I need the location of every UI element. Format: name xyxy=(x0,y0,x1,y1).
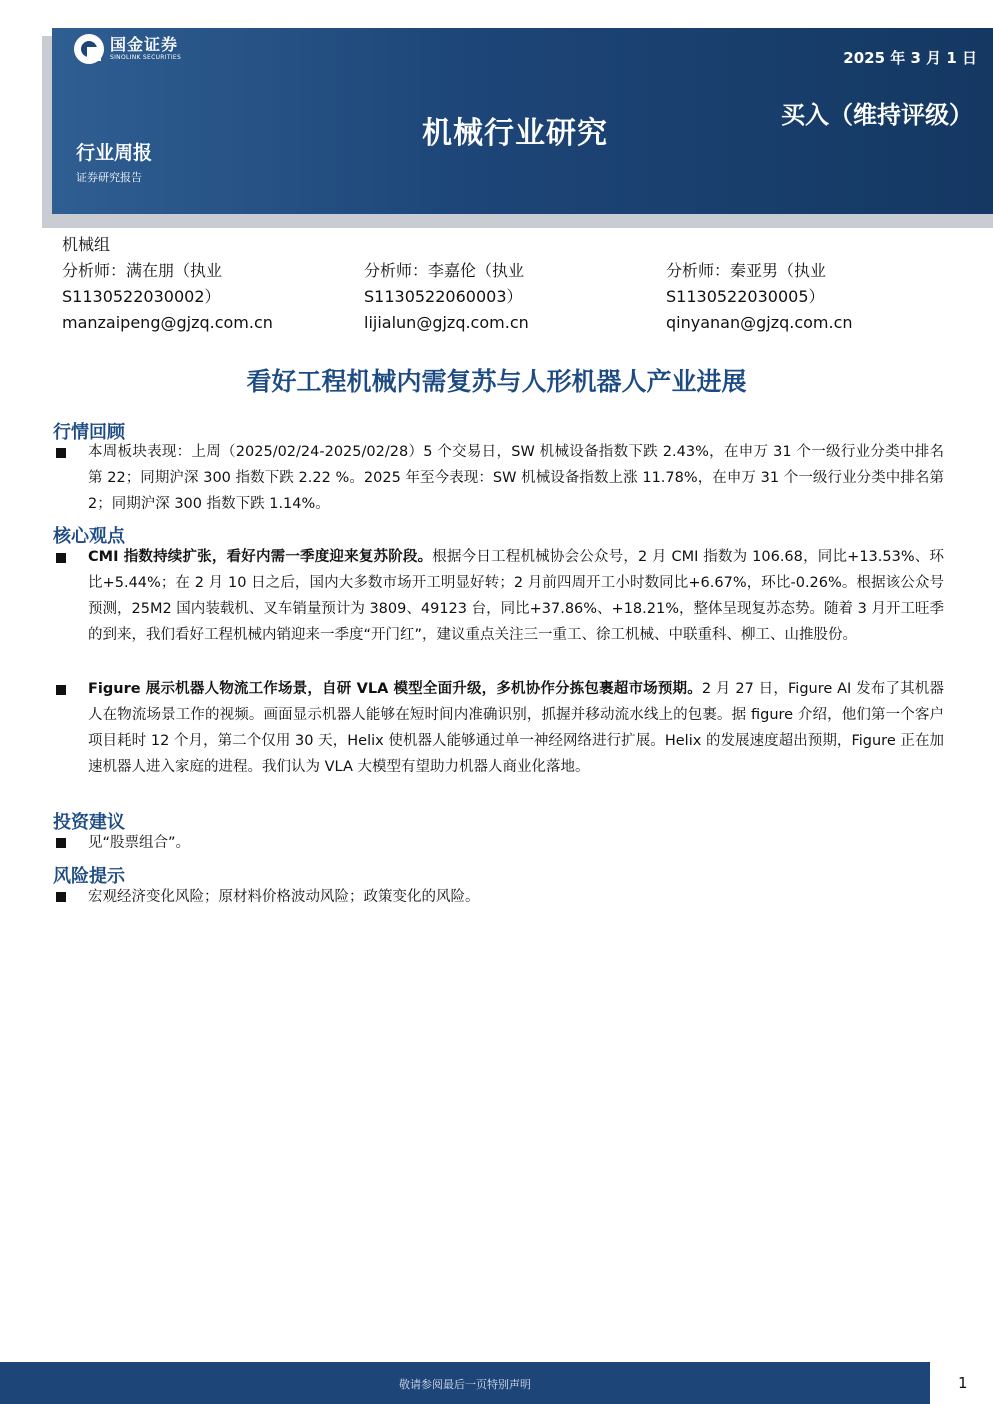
report-type: 行业周报 xyxy=(76,142,153,164)
core-view-item-2 xyxy=(88,676,944,780)
core-view-item-1 xyxy=(88,544,944,648)
market-review-text: 本周板块表现：上周（2025/02/24-2025/02/28）5 个交易日，SW 机械设备指数下跌 2.43%，在申万 31 个一级行业分类中排名第 22；同期沪深 300 指数下跌 2.22 %。2025 年至今表现：SW 机械设备指数上涨 11.78%，在申万 31 个一级行业分类中排名第 2；同期沪深 300 指数下跌 1.14%。 xyxy=(88,444,944,512)
section-title-market-review: 行情回顾 xyxy=(53,422,125,443)
report-header xyxy=(52,28,993,214)
bullet-icon xyxy=(56,448,66,458)
analyst-name: 分析师：秦亚男（执业 xyxy=(666,261,827,280)
section-title-risk: 风险提示 xyxy=(53,866,125,887)
analyst-card xyxy=(62,258,362,336)
analyst-license: S1130522030005） xyxy=(666,287,825,306)
analyst-license: S1130522030002） xyxy=(62,287,221,306)
analyst-card xyxy=(364,258,664,336)
bullet-icon xyxy=(56,685,66,695)
brand-name-en: SINOLINK SECURITIES xyxy=(110,54,182,61)
company-logo xyxy=(74,34,181,64)
core-view-1-heading: CMI 指数持续扩张，看好内需一季度迎来复苏阶段。 xyxy=(88,549,433,565)
analyst-email[interactable]: qinyanan@gjzq.com.cn xyxy=(666,313,853,332)
risk-text: 宏观经济变化风险；原材料价格波动风险；政策变化的风险。 xyxy=(88,889,480,905)
analyst-name: 分析师：李嘉伦（执业 xyxy=(364,261,525,280)
bullet-icon xyxy=(56,838,66,848)
core-view-2-heading: Figure 展示机器人物流工作场景，自研 VLA 模型全面升级，多机协作分拣包裹超市场预期。 xyxy=(88,681,702,697)
logo-icon xyxy=(74,34,104,64)
section-title-core-views: 核心观点 xyxy=(53,526,125,547)
brand-name-cn: 国金证券 xyxy=(110,35,179,54)
investment-text: 见“股票组合”。 xyxy=(88,835,191,851)
bullet-icon xyxy=(56,892,66,902)
team-name: 机械组 xyxy=(62,235,111,254)
report-subtitle: 证券研究报告 xyxy=(76,171,142,184)
footer-notice: 敬请参阅最后一页特别声明 xyxy=(399,1378,531,1391)
report-headline: 看好工程机械内需复苏与人形机器人产业进展 xyxy=(246,367,747,396)
core-view-1-body: 根据今日工程机械协会公众号，2 月 CMI 指数为 106.68，同比+13.53%、环比+5.44%；在 2 月 10 日之后，国内大多数市场开工明显好转；2 月前四周开工小时数同比+6.67%，环比-0.26%。根据该公众号预测，25M2 国内装载机、叉车销量预计为 3809、49123 台，同比+37.86%、+18.21%，整体呈现复苏态势。随着 3 月开工旺季的到来，我们看好工程机械内销迎来一季度“开门红”，建议重点关注三一重工、徐工机械、中联重科、柳工、山推股份。 xyxy=(88,549,944,643)
footer-bar xyxy=(0,1362,930,1404)
analyst-card xyxy=(666,258,966,336)
page-number: 1 xyxy=(958,1374,968,1392)
analyst-license: S1130522060003） xyxy=(364,287,523,306)
analyst-email[interactable]: lijialun@gjzq.com.cn xyxy=(364,313,529,332)
analyst-name: 分析师：满在朋（执业 xyxy=(62,261,223,280)
rating-badge: 买入（维持评级） xyxy=(781,101,973,129)
sector-title: 机械行业研究 xyxy=(422,116,608,151)
report-date: 2025 年 3 月 1 日 xyxy=(843,49,977,67)
section-title-investment: 投资建议 xyxy=(53,812,125,833)
core-view-2-body: 2 月 27 日，Figure AI 发布了其机器人在物流场景工作的视频。画面显示机器人能够在短时间内准确识别，抓握并移动流水线上的包裹。据 figure 介绍，他们第一个客户项目耗时 12 个月，第二个仅用 30 天，Helix 使机器人能够通过单一神经网络进行扩展。Helix 的发展速度超出预期，Figure 正在加速机器人进入家庭的进程。我们认为 VLA 大模型有望助力机器人商业化落地。 xyxy=(88,681,944,775)
bullet-icon xyxy=(56,553,66,563)
analyst-email[interactable]: manzaipeng@gjzq.com.cn xyxy=(62,313,273,332)
